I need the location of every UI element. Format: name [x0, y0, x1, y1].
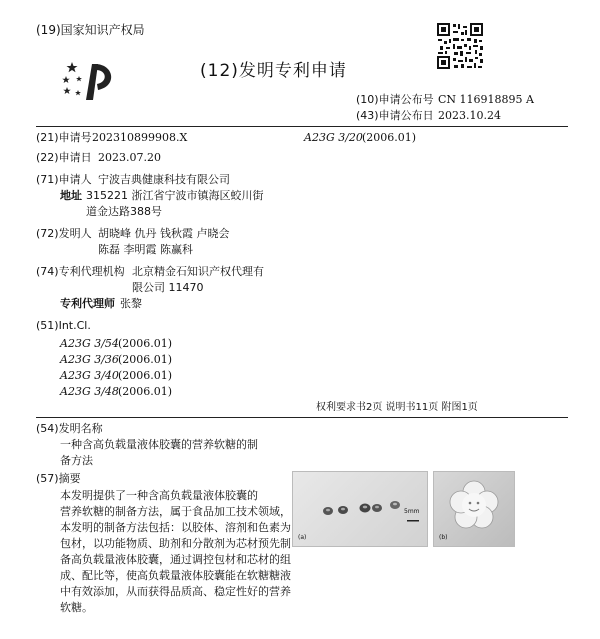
publication-number: CN 116918895 A: [438, 93, 534, 106]
agent-label: 专利代理师: [60, 297, 115, 310]
inventors-line-2: 陈磊 李明霞 陈赢科: [98, 243, 193, 256]
abstract-line: 本发明提供了一种含高负载量液体胶囊的: [60, 489, 258, 502]
agency-line-1: 北京精金石知识产权代理有: [132, 265, 264, 278]
abstract-line: 本发明的制备方法包括：以胶体、溶剂和色素为: [60, 521, 291, 534]
address-line-2: 道金达路388号: [86, 205, 162, 218]
abstract-line: 软糖。: [60, 601, 93, 614]
int-cl-code: A23G 3/54: [60, 337, 119, 350]
abstract-line: 备高负载量液体胶囊，通过调控包材和芯材的组: [60, 553, 291, 566]
int-cl-version: (2006.01): [118, 353, 173, 366]
application-number-label: (21)申请号: [36, 131, 92, 144]
invention-title-label: (54)发明名称: [36, 422, 103, 435]
agency-label: (74)专利代理机构: [36, 265, 125, 278]
figure-b-photo: [433, 471, 515, 547]
int-cl-code: A23G 3/48: [60, 385, 119, 398]
ipc-main-version: (2006.01): [362, 131, 417, 144]
int-cl-code: A23G 3/40: [60, 369, 119, 382]
application-date-label: (22)申请日: [36, 151, 92, 164]
scale-bar-label: 5mm: [404, 508, 420, 515]
qr-code-icon: [436, 22, 484, 70]
header-divider: [36, 126, 568, 127]
ipc-main-code: A23G 3/20: [304, 131, 363, 144]
page-counts: 权利要求书2页 说明书11页 附图1页: [316, 402, 478, 413]
publication-number-label: (10)申请公布号: [356, 93, 434, 106]
applicant-label: (71)申请人: [36, 173, 92, 186]
abstract-line: 包材，以功能物质、助剂和分散剂为芯材预先制: [60, 537, 291, 550]
application-number: 202310899908.X: [92, 131, 188, 144]
biblio-divider: [36, 417, 568, 418]
inventor-label: (72)发明人: [36, 227, 92, 240]
int-cl-version: (2006.01): [118, 385, 173, 398]
int-cl-code: A23G 3/36: [60, 353, 119, 366]
invention-title-line-2: 备方法: [60, 454, 93, 467]
publication-date-label: (43)申请公布日: [356, 109, 434, 122]
agency-line-2: 限公司 11470: [132, 281, 204, 294]
publication-date: 2023.10.24: [438, 109, 501, 122]
figure-b-label: (b): [439, 534, 448, 541]
address-line-1: 315221 浙江省宁波市镇海区蛟川街: [86, 189, 264, 202]
invention-title-line-1: 一种含高负载量液体胶囊的营养软糖的制: [60, 438, 258, 451]
agent-name: 张黎: [120, 297, 142, 310]
figure-a-label: (a): [298, 534, 307, 541]
document-type-title: (12)发明专利申请: [200, 61, 347, 81]
inventors-line-1: 胡晓峰 仇丹 钱秋霞 卢晓会: [98, 227, 230, 240]
int-cl-version: (2006.01): [118, 337, 173, 350]
office-name: (19)国家知识产权局: [36, 23, 145, 37]
address-label: 地址: [60, 189, 82, 202]
abstract-line: 成、配比等，使高负载量液体胶囊能在软糖糖液: [60, 569, 291, 582]
int-cl-version: (2006.01): [118, 369, 173, 382]
figure-a-photo: [292, 471, 428, 547]
application-date: 2023.07.20: [98, 151, 161, 164]
abstract-label: (57)摘要: [36, 472, 81, 485]
applicant-name: 宁波吉典健康科技有限公司: [98, 173, 230, 186]
abstract-line: 中有效添加，从而获得品质高、稳定性好的营养: [60, 585, 291, 598]
abstract-line: 营养软糖的制备方法，属于食品加工技术领域，: [60, 505, 291, 518]
int-cl-label: (51)Int.Cl.: [36, 319, 91, 332]
cnipa-logo-icon: [62, 56, 124, 102]
